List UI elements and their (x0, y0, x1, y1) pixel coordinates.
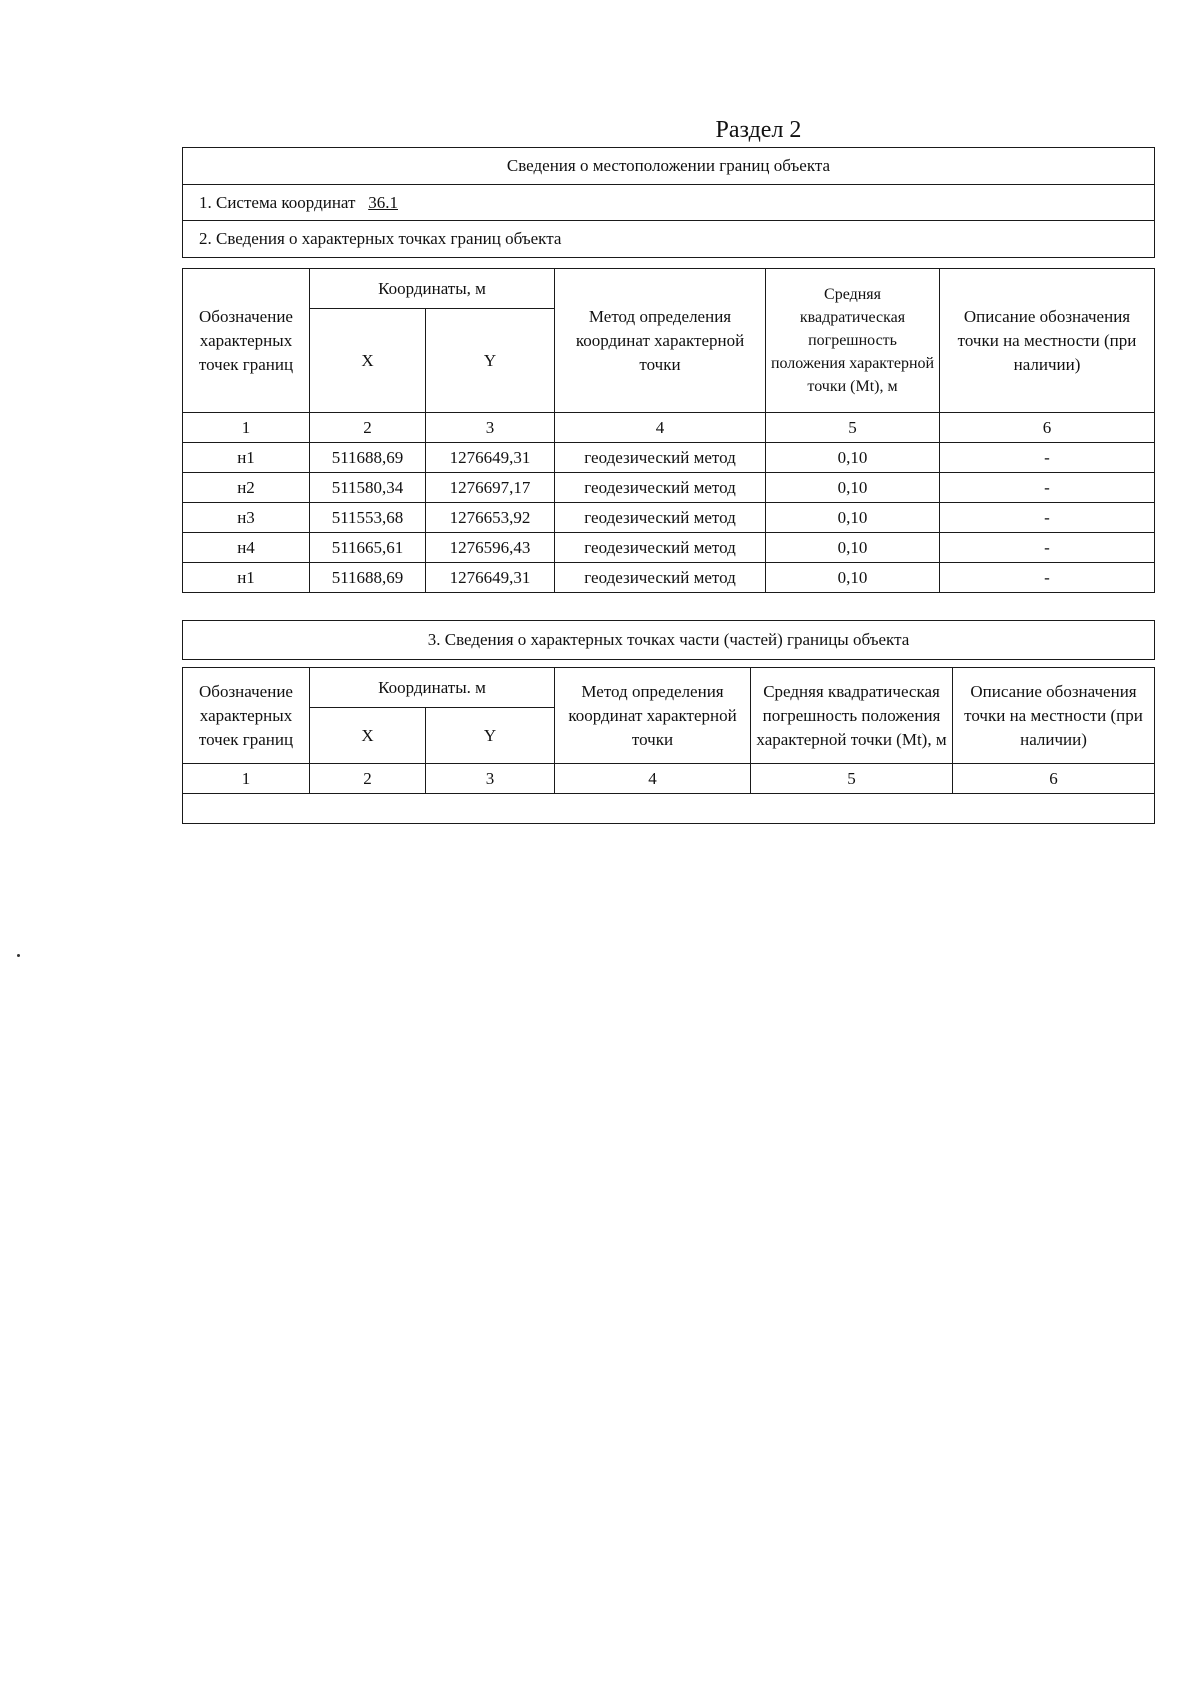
parts-heading-table (182, 620, 1155, 660)
point-designation: н2 (183, 473, 310, 503)
column-number: 1 (183, 764, 310, 794)
point-y: 1276596,43 (426, 533, 555, 563)
point-error: 0,10 (766, 503, 940, 533)
header-y: Y (426, 708, 555, 764)
header-coordinates: Координаты, м (310, 269, 555, 309)
header-x: X (310, 309, 426, 413)
page-title: Раздел 2 (715, 117, 802, 143)
point-description: - (940, 443, 1155, 473)
point-description: - (940, 473, 1155, 503)
column-number: 5 (766, 413, 940, 443)
column-number: 1 (183, 413, 310, 443)
point-description: - (940, 503, 1155, 533)
header-method: Метод определения координат характерной точки (555, 269, 766, 413)
point-error: 0,10 (766, 473, 940, 503)
header-x: X (310, 708, 426, 764)
column-number: 2 (310, 764, 426, 794)
column-number: 3 (426, 413, 555, 443)
header-designation: Обозначение характерных точек границ (183, 668, 310, 764)
point-error: 0,10 (766, 563, 940, 593)
point-designation: н1 (183, 563, 310, 593)
column-number: 5 (751, 764, 953, 794)
table-row (183, 563, 1155, 593)
column-number: 4 (555, 413, 766, 443)
empty-cell (183, 794, 1155, 824)
point-method: геодезический метод (555, 473, 766, 503)
point-error: 0,10 (766, 533, 940, 563)
point-y: 1276649,31 (426, 443, 555, 473)
point-x: 511665,61 (310, 533, 426, 563)
point-method: геодезический метод (555, 563, 766, 593)
point-designation: н4 (183, 533, 310, 563)
table-row (183, 473, 1155, 503)
point-description: - (940, 563, 1155, 593)
point-method: геодезический метод (555, 443, 766, 473)
part-points-table (182, 667, 1155, 824)
column-number: 6 (953, 764, 1155, 794)
boundary-info-heading: Сведения о местоположении границ объекта (183, 148, 1155, 185)
points-section-heading: 2. Сведения о характерных точках границ объекта (183, 221, 1155, 258)
coord-system-value: 36.1 (368, 192, 398, 212)
point-description: - (940, 533, 1155, 563)
coord-system-label: 1. Система координат (199, 192, 356, 212)
header-description: Описание обозначения точки на местности (при наличии) (953, 668, 1155, 764)
point-x: 511553,68 (310, 503, 426, 533)
parts-section-heading: 3. Сведения о характерных точках части (частей) границы объекта (183, 621, 1155, 660)
column-number-row (183, 413, 1155, 443)
empty-row (183, 794, 1155, 824)
point-x: 511580,34 (310, 473, 426, 503)
point-x: 511688,69 (310, 563, 426, 593)
header-description: Описание обозначения точки на местности (при наличии) (940, 269, 1155, 413)
point-designation: н1 (183, 443, 310, 473)
table-row (183, 443, 1155, 473)
boundary-points-table (182, 268, 1155, 593)
column-number: 3 (426, 764, 555, 794)
header-error: Средняя квадратическая погрешность положения характерной точки (Mt), м (766, 269, 940, 413)
header-designation: Обозначение характерных точек границ (183, 269, 310, 413)
column-number: 4 (555, 764, 751, 794)
header-method: Метод определения координат характерной точки (555, 668, 751, 764)
header-coordinates: Координаты. м (310, 668, 555, 708)
table-row (183, 533, 1155, 563)
point-error: 0,10 (766, 443, 940, 473)
point-designation: н3 (183, 503, 310, 533)
point-y: 1276697,17 (426, 473, 555, 503)
header-y: Y (426, 309, 555, 413)
column-number: 2 (310, 413, 426, 443)
point-x: 511688,69 (310, 443, 426, 473)
boundary-info-header-table (182, 147, 1155, 258)
scan-dot (17, 954, 20, 957)
point-method: геодезический метод (555, 533, 766, 563)
point-y: 1276653,92 (426, 503, 555, 533)
header-error: Средняя квадратическая погрешность положения характерной точки (Mt), м (751, 668, 953, 764)
point-method: геодезический метод (555, 503, 766, 533)
table-row (183, 503, 1155, 533)
coord-system-row (183, 185, 1155, 221)
column-number-row (183, 764, 1155, 794)
point-y: 1276649,31 (426, 563, 555, 593)
column-number: 6 (940, 413, 1155, 443)
